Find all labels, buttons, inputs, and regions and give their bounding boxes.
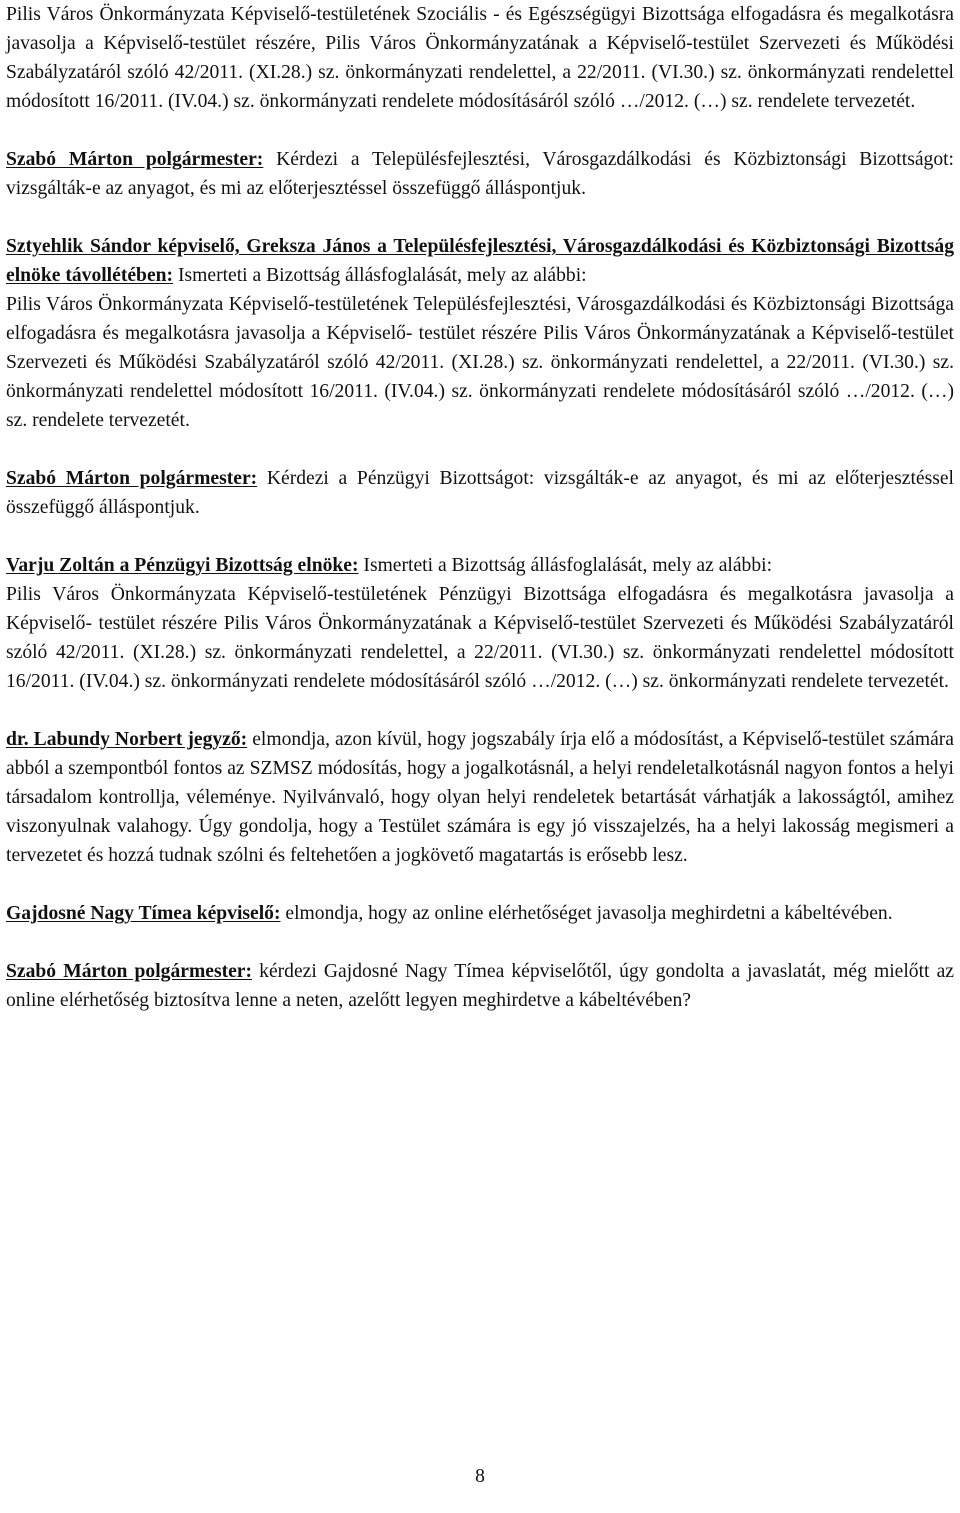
speaker-name: Gajdosné Nagy Tímea képviselő: [6, 903, 281, 924]
paragraph-mayor-question-2 [6, 464, 954, 522]
spacer [6, 928, 954, 957]
paragraph-mayor-question-3 [6, 957, 954, 1015]
spacer [6, 696, 954, 725]
paragraph-text: Kérdezi a Településfejlesztési, Városgazdálkodási és Közbiztonsági Bizottságot: vizsgálták-e az anyagot, és mi az előterjesztéssel összefüggő álláspontjuk. [6, 149, 954, 199]
paragraph-text: Ismerteti a Bizottság állásfoglalását, mely az alábbi: [173, 265, 587, 286]
speaker-name: dr. Labundy Norbert jegyző: [6, 729, 248, 750]
paragraph-text: Ismerteti a Bizottság állásfoglalását, mely az alábbi: [358, 555, 773, 576]
speaker-name: Szabó Márton polgármester: [6, 468, 258, 489]
speaker-name: Szabó Márton polgármester: [6, 149, 264, 170]
paragraph-text: elmondja, hogy az online elérhetőséget javasolja meghirdetni a kábeltévében. [280, 903, 893, 924]
paragraph-text: elmondja, azon kívül, hogy jogszabály írja elő a módosítást, a Képviselő-testület számára abból a szempontból fontos az SZMSZ módosítás, hogy a jogalkotásnál, a helyi rendeletalkotásnál nagyon fontos a helyi társadalom kontrollja, véleménye. Nyilvánvaló, hogy olyan helyi rendeletek betartását várhatják a lakosságtól, amihez viszonyulnak valahogy. Úgy gondolja, hogy a Testület számára is egy jó visszajelzés, ha a helyi lakosság megismeri a tervezetet és hozzá tudnak szólni és feltehetően a jogkövető magatartás is erősebb lesz. [6, 729, 954, 866]
paragraph-finance-committee-resolution [6, 580, 954, 696]
speaker-name: Varju Zoltán a Pénzügyi Bizottság elnöke: [6, 555, 359, 576]
page-number: 8 [475, 1466, 485, 1487]
paragraph-finance-committee [6, 551, 954, 580]
spacer [6, 203, 954, 232]
paragraph-text: Pilis Város Önkormányzata Képviselő-testületének Szociális - és Egészségügyi Bizottsága elfogadásra és megalkotásra javasolja a Képviselő-testület részére, Pilis Város Önkormányzatának a Képviselő-testület Szervezeti és Működési Szabályzatáról szóló 42/2011. (XI.28.) sz. önkormányzati rendelettel, a 22/2011. (VI.30.) sz. önkormányzati rendelettel módosított 16/2011. (IV.04.) sz. önkormányzati rendelete módosításáról szóló …/2012. (…) sz. rendelete tervezetét. [6, 4, 954, 112]
paragraph-notary [6, 725, 954, 870]
spacer [6, 116, 954, 145]
paragraph-text: Pilis Város Önkormányzata Képviselő-testületének Pénzügyi Bizottsága elfogadásra és megalkotásra javasolja a Képviselő- testület részére Pilis Város Önkormányzatának a Képviselő-testület Szervezeti és Működési Szabályzatáról szóló 42/2011. (XI.28.) sz. önkormányzati rendelettel, a 22/2011. (VI.30.) sz. önkormányzati rendelettel módosított 16/2011. (IV.04.) sz. önkormányzati rendelete módosításáról szóló …/2012. (…) sz. önkormányzati rendelete tervezetét. [6, 584, 954, 692]
paragraph-text: Kérdezi a Pénzügyi Bizottságot: vizsgálták-e az anyagot, és mi az előterjesztéssel összefüggő álláspontjuk. [6, 468, 954, 518]
paragraph-mayor-question-1 [6, 145, 954, 203]
paragraph-text: kérdezi Gajdosné Nagy Tímea képviselőtől, úgy gondolta a javaslatát, még mielőtt az online elérhetőség biztosítva lenne a neten, azelőtt legyen meghirdetve a kábeltévében? [6, 961, 954, 1011]
paragraph-development-committee-resolution [6, 290, 954, 435]
spacer [6, 870, 954, 899]
spacer [6, 522, 954, 551]
speaker-name: Szabó Márton polgármester: [6, 961, 253, 982]
paragraph-development-committee [6, 232, 954, 290]
paragraph-committee-social [6, 0, 954, 116]
spacer [6, 435, 954, 464]
paragraph-text: Pilis Város Önkormányzata Képviselő-testületének Településfejlesztési, Városgazdálkodási és Közbiztonsági Bizottsága elfogadásra és megalkotásra javasolja a Képviselő- testület részére Pilis Város Önkormányzatának a Képviselő-testület Szervezeti és Működési Szabályzatáról szóló 42/2011. (XI.28.) sz. önkormányzati rendelettel, a 22/2011. (VI.30.) sz. önkormányzati rendelettel módosított 16/2011. (IV.04.) sz. önkormányzati rendelete módosításáról szóló …/2012. (…) sz. rendelete tervezetét. [6, 294, 954, 431]
speaker-name: Sztyehlik Sándor képviselő, Greksza János a Településfejlesztési, Városgazdálkodási és Közbiztonsági Bizottság elnöke távollétében: [6, 236, 954, 286]
paragraph-councillor [6, 899, 954, 928]
